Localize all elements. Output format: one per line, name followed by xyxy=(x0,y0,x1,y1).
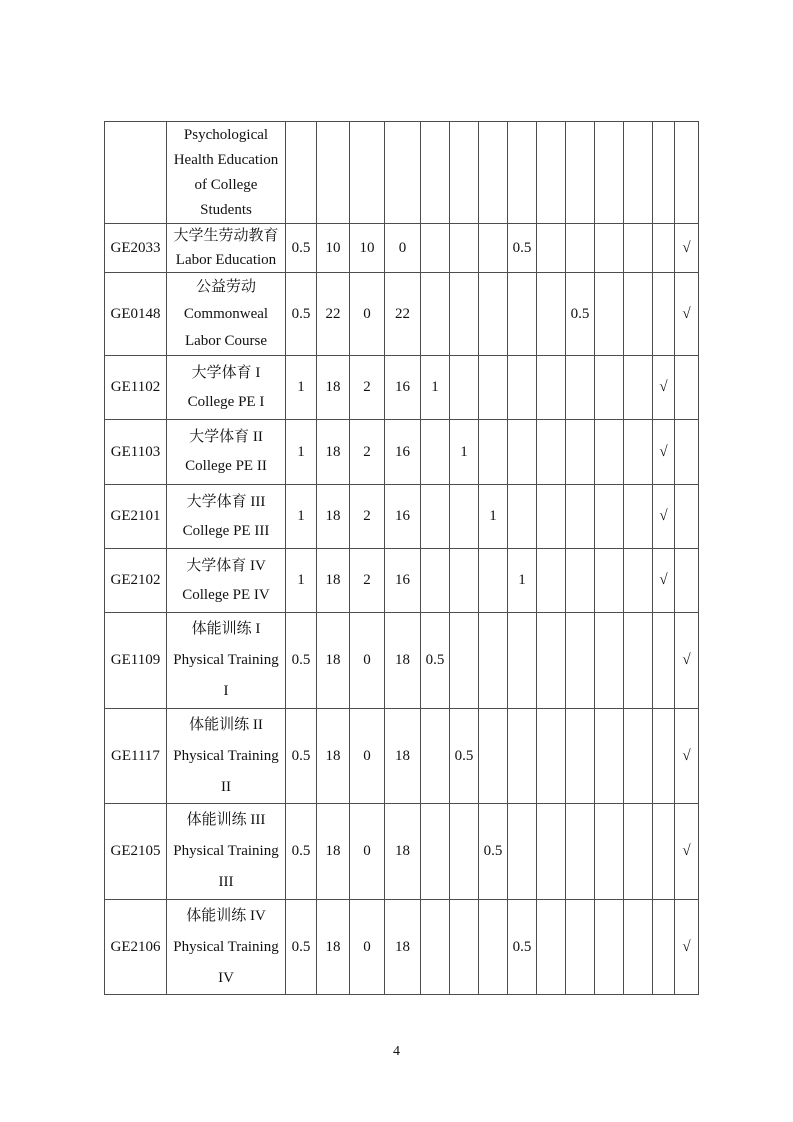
semester-cell xyxy=(450,122,479,224)
course-name-cell xyxy=(167,273,286,356)
course-name-cell xyxy=(167,900,286,995)
semester-cell xyxy=(624,224,653,273)
credit-cell: 0.5 xyxy=(286,613,317,709)
semester-cell xyxy=(595,122,624,224)
semester-cell xyxy=(421,224,450,273)
semester-cell xyxy=(537,485,566,549)
assessment-check-cell: √ xyxy=(675,613,699,709)
semester-cell xyxy=(450,356,479,420)
semester-cell xyxy=(508,709,537,804)
course-name-line: 大学体育 II xyxy=(189,429,263,445)
course-code-cell xyxy=(105,122,167,224)
hours-cell: 2 xyxy=(350,549,385,613)
semester-cell xyxy=(450,613,479,709)
semester-cell xyxy=(421,122,450,224)
semester-cell xyxy=(450,900,479,995)
course-name-line: College PE III xyxy=(182,522,270,539)
total-hours-cell: 18 xyxy=(317,549,350,613)
semester-cell xyxy=(595,709,624,804)
semester-cell xyxy=(595,613,624,709)
course-table xyxy=(104,121,699,995)
course-row xyxy=(105,804,699,900)
semester-cell xyxy=(624,900,653,995)
total-hours-cell: 18 xyxy=(317,356,350,420)
course-name-line: Labor Education xyxy=(175,252,277,268)
semester-cell xyxy=(566,485,595,549)
hours-cell: 0 xyxy=(350,900,385,995)
course-code-cell: GE2102 xyxy=(105,549,167,613)
assessment-check-cell: √ xyxy=(675,224,699,273)
hours-cell: 18 xyxy=(385,613,421,709)
course-name-line: III xyxy=(218,874,234,890)
course-row xyxy=(105,273,699,356)
course-name-line: Psychological xyxy=(183,126,269,143)
total-hours-cell: 18 xyxy=(317,804,350,900)
semester-cell xyxy=(624,485,653,549)
exam-check-cell xyxy=(653,900,675,995)
semester-cell xyxy=(479,420,508,485)
hours-cell: 16 xyxy=(385,420,421,485)
semester-cell xyxy=(566,356,595,420)
course-name-line: 大学体育 III xyxy=(186,493,266,510)
course-code-cell: GE1117 xyxy=(105,709,167,804)
semester-cell xyxy=(479,356,508,420)
credit-cell: 0.5 xyxy=(286,709,317,804)
hours-cell xyxy=(350,122,385,224)
semester-cell xyxy=(595,804,624,900)
semester-cell xyxy=(421,709,450,804)
course-name-cell xyxy=(167,804,286,900)
semester-cell xyxy=(595,420,624,485)
semester-cell xyxy=(566,420,595,485)
semester-cell: 0.5 xyxy=(508,224,537,273)
semester-cell xyxy=(479,709,508,804)
semester-cell xyxy=(479,273,508,356)
assessment-check-cell xyxy=(675,420,699,485)
course-name-line: College PE II xyxy=(185,458,267,474)
total-hours-cell xyxy=(317,122,350,224)
semester-cell xyxy=(566,613,595,709)
semester-cell xyxy=(537,709,566,804)
course-name-line: I xyxy=(223,683,229,699)
semester-cell xyxy=(624,613,653,709)
exam-check-cell xyxy=(653,273,675,356)
course-name-cell xyxy=(167,224,286,273)
semester-cell xyxy=(624,709,653,804)
course-row xyxy=(105,549,699,613)
course-name-line: 公益劳动 xyxy=(195,278,256,295)
semester-cell xyxy=(508,420,537,485)
course-row xyxy=(105,709,699,804)
course-name-line: Physical Training xyxy=(173,938,279,955)
course-row xyxy=(105,420,699,485)
hours-cell: 0 xyxy=(350,273,385,356)
credit-cell: 1 xyxy=(286,485,317,549)
course-name-line: Physical Training xyxy=(173,843,279,859)
semester-cell xyxy=(479,900,508,995)
course-name-cell xyxy=(167,709,286,804)
assessment-check-cell: √ xyxy=(675,900,699,995)
credit-cell: 1 xyxy=(286,420,317,485)
semester-cell xyxy=(595,356,624,420)
total-hours-cell: 22 xyxy=(317,273,350,356)
semester-cell xyxy=(421,420,450,485)
course-name-line: 大学生劳动教育 xyxy=(173,228,279,244)
semester-cell xyxy=(595,549,624,613)
total-hours-cell: 18 xyxy=(317,613,350,709)
course-code-cell: GE1109 xyxy=(105,613,167,709)
assessment-check-cell xyxy=(675,549,699,613)
semester-cell: 0.5 xyxy=(450,709,479,804)
course-name-line: College PE I xyxy=(187,393,265,410)
course-name-line: Commonweal xyxy=(183,305,269,322)
semester-cell xyxy=(450,549,479,613)
course-name-line: of College xyxy=(194,176,258,193)
semester-cell: 0.5 xyxy=(421,613,450,709)
exam-check-cell: √ xyxy=(653,356,675,420)
course-name-line: Labor Course xyxy=(184,332,268,349)
credit-cell: 1 xyxy=(286,549,317,613)
semester-cell xyxy=(595,485,624,549)
semester-cell xyxy=(537,420,566,485)
course-name-line: Students xyxy=(200,201,252,218)
hours-cell: 16 xyxy=(385,549,421,613)
semester-cell xyxy=(537,804,566,900)
course-name-line: Physical Training xyxy=(173,652,279,668)
hours-cell: 16 xyxy=(385,356,421,420)
assessment-check-cell: √ xyxy=(675,273,699,356)
hours-cell: 22 xyxy=(385,273,421,356)
semester-cell xyxy=(624,273,653,356)
hours-cell: 18 xyxy=(385,709,421,804)
assessment-check-cell: √ xyxy=(675,804,699,900)
semester-cell xyxy=(450,804,479,900)
course-row xyxy=(105,224,699,273)
exam-check-cell xyxy=(653,224,675,273)
course-row xyxy=(105,122,699,224)
semester-cell xyxy=(421,273,450,356)
semester-cell xyxy=(566,900,595,995)
total-hours-cell: 18 xyxy=(317,485,350,549)
course-name-cell xyxy=(167,122,286,224)
course-name-line: 体能训练 II xyxy=(189,716,263,733)
course-row xyxy=(105,485,699,549)
semester-cell xyxy=(508,122,537,224)
course-table-body xyxy=(105,122,699,995)
semester-cell: 0.5 xyxy=(479,804,508,900)
hours-cell: 0 xyxy=(350,804,385,900)
course-name-line: 体能训练 III xyxy=(186,812,266,828)
exam-check-cell xyxy=(653,122,675,224)
course-code-cell: GE1102 xyxy=(105,356,167,420)
semester-cell: 1 xyxy=(421,356,450,420)
semester-cell xyxy=(421,485,450,549)
semester-cell xyxy=(479,224,508,273)
hours-cell xyxy=(385,122,421,224)
semester-cell xyxy=(566,804,595,900)
semester-cell xyxy=(624,549,653,613)
exam-check-cell xyxy=(653,804,675,900)
hours-cell: 10 xyxy=(350,224,385,273)
semester-cell xyxy=(624,122,653,224)
semester-cell xyxy=(508,485,537,549)
course-code-cell: GE2105 xyxy=(105,804,167,900)
page-number: 4 xyxy=(393,1044,400,1059)
semester-cell xyxy=(479,549,508,613)
semester-cell xyxy=(479,613,508,709)
semester-cell xyxy=(421,804,450,900)
hours-cell: 0 xyxy=(350,709,385,804)
course-name-line: 体能训练 I xyxy=(191,621,261,637)
credit-cell: 0.5 xyxy=(286,273,317,356)
course-name-line: IV xyxy=(218,969,234,986)
credit-cell: 1 xyxy=(286,356,317,420)
semester-cell xyxy=(479,122,508,224)
course-name-line: 大学体育 I xyxy=(191,364,261,381)
course-code-cell: GE0148 xyxy=(105,273,167,356)
hours-cell: 16 xyxy=(385,485,421,549)
semester-cell xyxy=(595,900,624,995)
course-name-cell xyxy=(167,549,286,613)
total-hours-cell: 10 xyxy=(317,224,350,273)
course-code-cell: GE2101 xyxy=(105,485,167,549)
total-hours-cell: 18 xyxy=(317,709,350,804)
semester-cell: 0.5 xyxy=(566,273,595,356)
semester-cell: 1 xyxy=(508,549,537,613)
course-row xyxy=(105,613,699,709)
semester-cell xyxy=(537,549,566,613)
course-code-cell: GE1103 xyxy=(105,420,167,485)
total-hours-cell: 18 xyxy=(317,420,350,485)
credit-cell: 0.5 xyxy=(286,804,317,900)
course-name-line: Physical Training xyxy=(173,747,279,764)
semester-cell xyxy=(508,804,537,900)
semester-cell xyxy=(421,900,450,995)
course-name-line: 体能训练 IV xyxy=(186,907,266,924)
hours-cell: 0 xyxy=(385,224,421,273)
hours-cell: 0 xyxy=(350,613,385,709)
course-name-cell xyxy=(167,485,286,549)
hours-cell: 18 xyxy=(385,900,421,995)
semester-cell xyxy=(537,613,566,709)
semester-cell xyxy=(537,224,566,273)
semester-cell xyxy=(595,224,624,273)
semester-cell xyxy=(508,273,537,356)
course-name-cell xyxy=(167,613,286,709)
course-name-line: II xyxy=(221,778,231,795)
exam-check-cell: √ xyxy=(653,549,675,613)
semester-cell xyxy=(624,804,653,900)
course-row xyxy=(105,900,699,995)
credit-cell xyxy=(286,122,317,224)
course-code-cell: GE2106 xyxy=(105,900,167,995)
credit-cell: 0.5 xyxy=(286,900,317,995)
semester-cell xyxy=(566,709,595,804)
course-code-cell: GE2033 xyxy=(105,224,167,273)
assessment-check-cell xyxy=(675,485,699,549)
semester-cell: 0.5 xyxy=(508,900,537,995)
hours-cell: 18 xyxy=(385,804,421,900)
semester-cell xyxy=(450,273,479,356)
semester-cell xyxy=(624,356,653,420)
semester-cell xyxy=(537,122,566,224)
total-hours-cell: 18 xyxy=(317,900,350,995)
course-name-cell xyxy=(167,420,286,485)
semester-cell xyxy=(421,549,450,613)
semester-cell: 1 xyxy=(479,485,508,549)
course-row xyxy=(105,356,699,420)
course-name-line: College PE IV xyxy=(182,586,270,603)
credit-cell: 0.5 xyxy=(286,224,317,273)
semester-cell xyxy=(537,356,566,420)
hours-cell: 2 xyxy=(350,356,385,420)
exam-check-cell: √ xyxy=(653,420,675,485)
semester-cell xyxy=(450,485,479,549)
hours-cell: 2 xyxy=(350,485,385,549)
exam-check-cell: √ xyxy=(653,485,675,549)
semester-cell: 1 xyxy=(450,420,479,485)
semester-cell xyxy=(537,900,566,995)
semester-cell xyxy=(566,224,595,273)
semester-cell xyxy=(537,273,566,356)
course-name-cell xyxy=(167,356,286,420)
assessment-check-cell xyxy=(675,122,699,224)
semester-cell xyxy=(450,224,479,273)
semester-cell xyxy=(566,122,595,224)
course-name-line: 大学体育 IV xyxy=(186,557,266,574)
semester-cell xyxy=(508,356,537,420)
assessment-check-cell: √ xyxy=(675,709,699,804)
semester-cell xyxy=(508,613,537,709)
hours-cell: 2 xyxy=(350,420,385,485)
semester-cell xyxy=(624,420,653,485)
semester-cell xyxy=(566,549,595,613)
exam-check-cell xyxy=(653,709,675,804)
assessment-check-cell xyxy=(675,356,699,420)
semester-cell xyxy=(595,273,624,356)
course-name-line: Health Education xyxy=(173,151,279,168)
exam-check-cell xyxy=(653,613,675,709)
